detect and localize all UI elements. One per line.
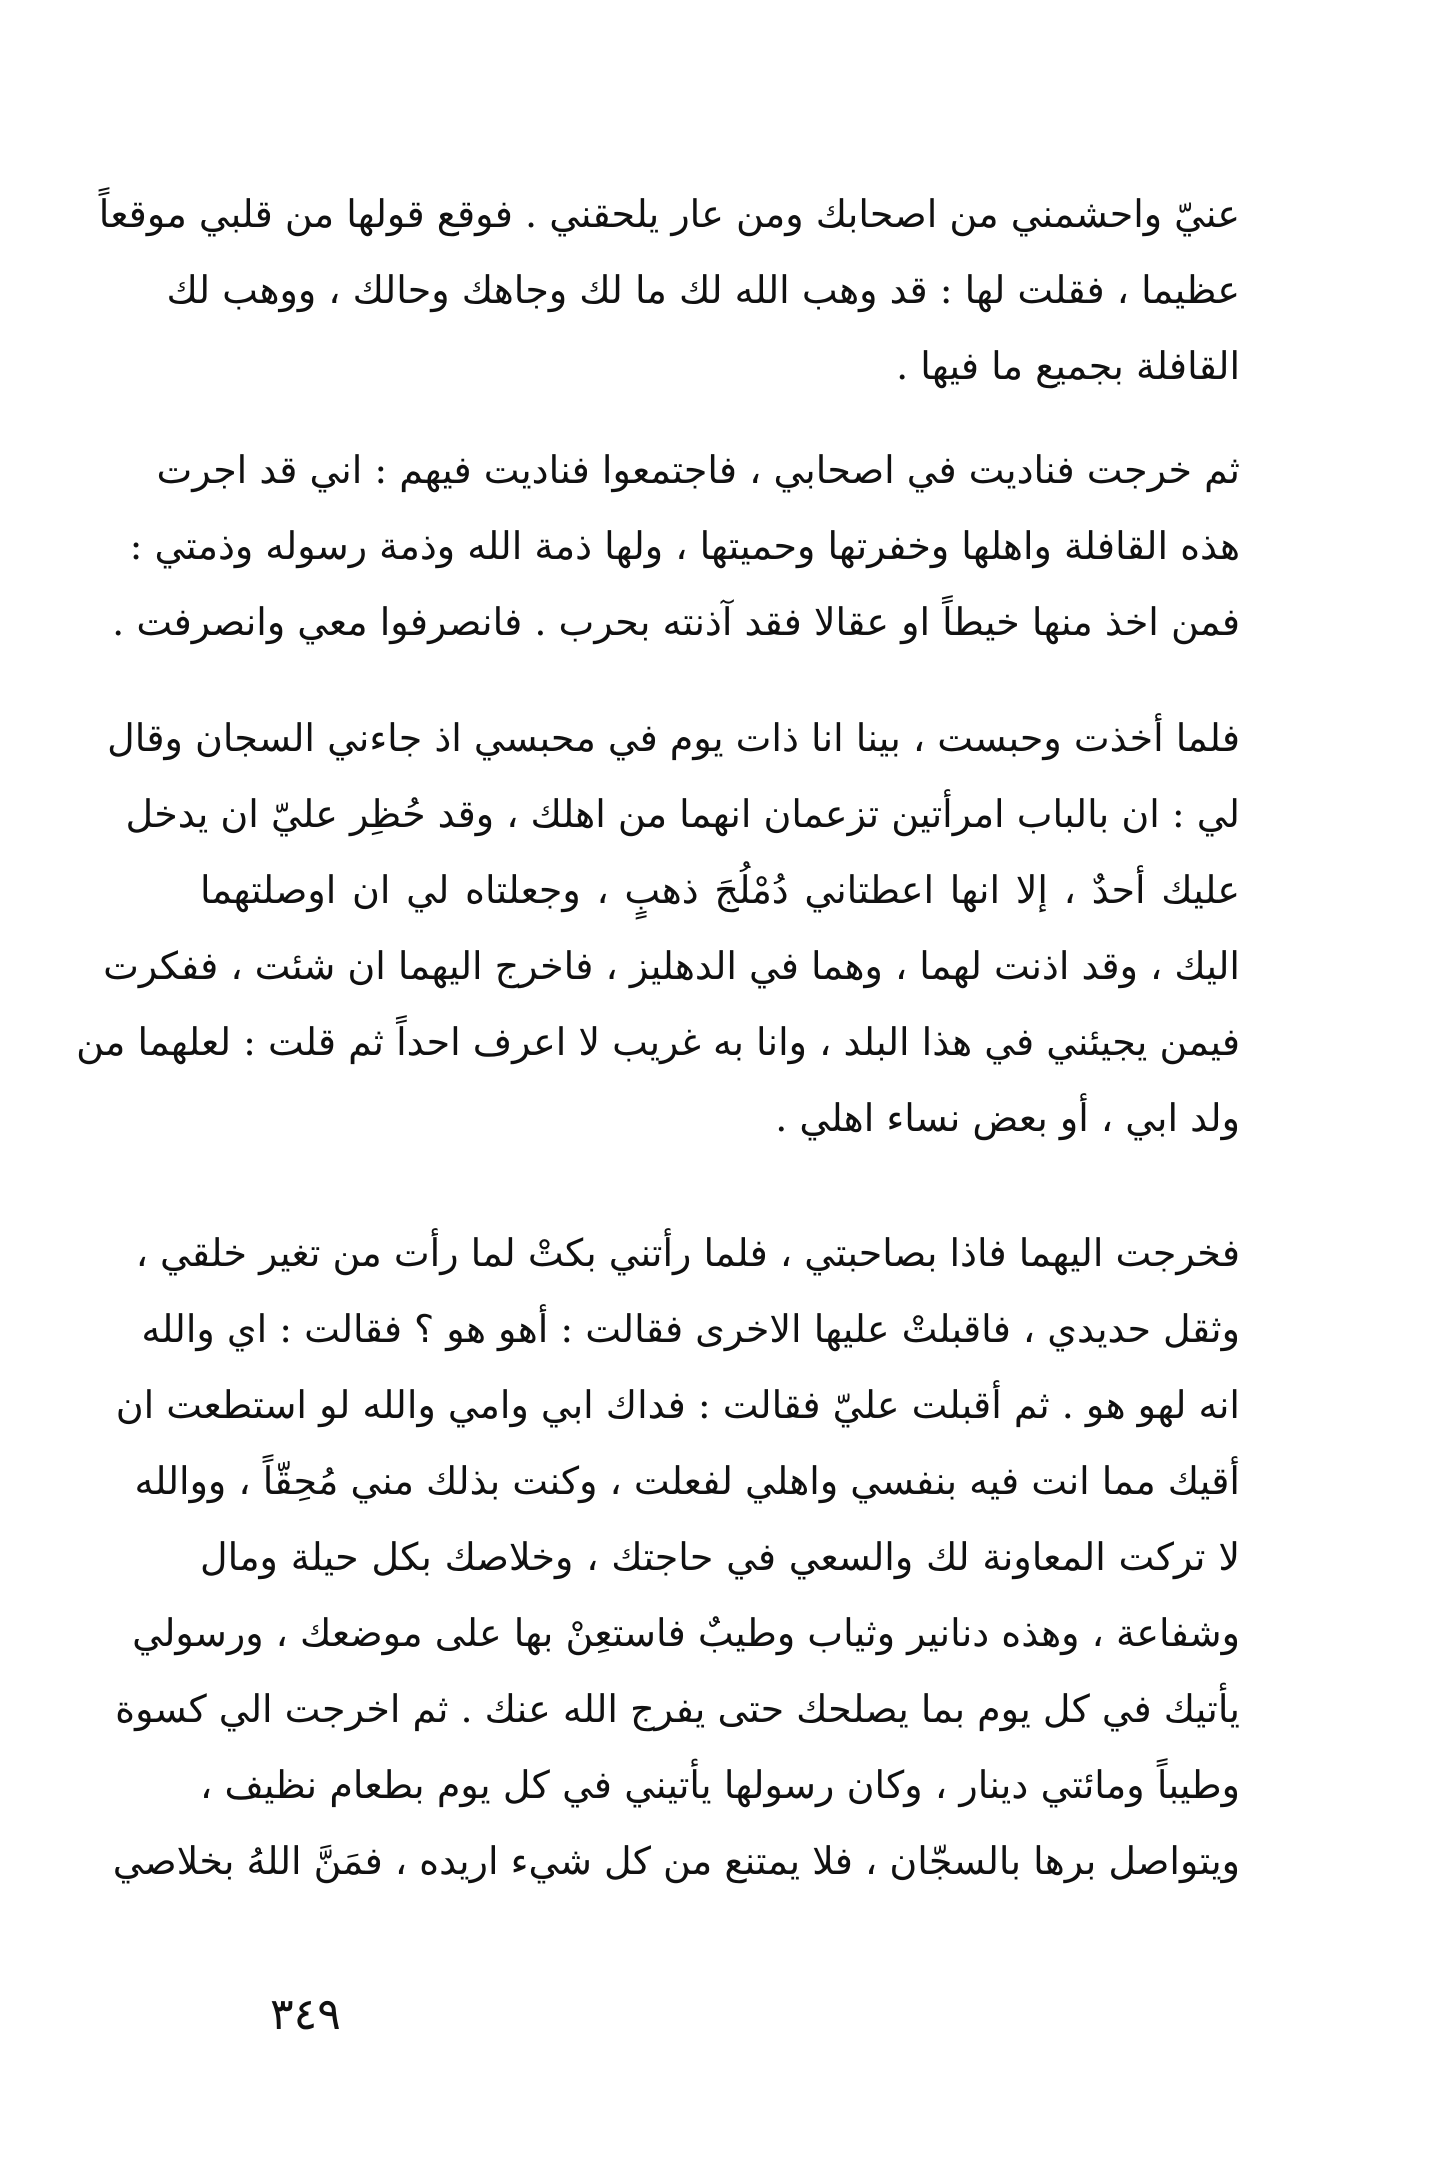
- text-line: يأتيك في كل يوم بما يصلحك حتى يفرج الله عنك . ثم اخرجت الي كسوة: [115, 1687, 1240, 1731]
- paragraph-2: [112, 432, 1240, 660]
- text-line: فخرجت اليهما فاذا بصاحبتي ، فلما رأتني بكتْ لما رأت من تغير خلقي ،: [135, 1231, 1240, 1275]
- text-line: فمن اخذ منها خيطاً او عقالا فقد آذنته بحرب . فانصرفوا معي وانصرفت .: [112, 600, 1240, 644]
- text-line: وثقل حديدي ، فاقبلتْ عليها الاخرى فقالت : أهو هو ؟ فقالت : اي والله: [141, 1307, 1240, 1351]
- text-line: هذه القافلة واهلها وخفرتها وحميتها ، ولها ذمة الله وذمة رسوله وذمتي :: [129, 524, 1240, 568]
- text-line: انه لهو هو . ثم أقبلت عليّ فقالت : فداك ابي وامي والله لو استطعت ان: [115, 1383, 1240, 1427]
- text-line: فلما أخذت وحبست ، بينا انا ذات يوم في محبسي اذ جاءني السجان وقال: [107, 716, 1240, 760]
- text-line: لي : ان بالباب امرأتين تزعمان انهما من اهلك ، وقد حُظِر عليّ ان يدخل: [125, 792, 1240, 836]
- paragraph-1: [98, 176, 1240, 404]
- text-line: ويتواصل برها بالسجّان ، فلا يمتنع من كل شيء اريده ، فمَنَّ اللهُ بخلاصي: [112, 1839, 1240, 1883]
- page-number: ٣٤٩: [270, 1989, 341, 2040]
- text-line: القافلة بجميع ما فيها .: [896, 344, 1240, 388]
- paragraph-4: [112, 1215, 1240, 1899]
- text-line: عنيّ واحشمني من اصحابك ومن عار يلحقني . فوقع قولها من قلبي موقعاً: [98, 192, 1240, 236]
- text-line: ولد ابي ، أو بعض نساء اهلي .: [775, 1096, 1240, 1140]
- paragraph-3: [76, 700, 1240, 1156]
- text-line: وشفاعة ، وهذه دنانير وثياب وطيبٌ فاستعِنْ بها على موضعك ، ورسولي: [132, 1611, 1240, 1655]
- text-line: أقيك مما انت فيه بنفسي واهلي لفعلت ، وكنت بذلك مني مُحِقّاً ، ووالله: [134, 1459, 1240, 1503]
- text-line: اليك ، وقد اذنت لهما ، وهما في الدهليز ، فاخرج اليهما ان شئت ، ففكرت: [103, 944, 1240, 988]
- text-line: وطيباً ومائتي دينار ، وكان رسولها يأتيني في كل يوم بطعام نظيف ،: [200, 1763, 1240, 1807]
- text-line: لا تركت المعاونة لك والسعي في حاجتك ، وخلاصك بكل حيلة ومال: [200, 1535, 1240, 1579]
- text-line: عظيما ، فقلت لها : قد وهب الله لك ما لك وجاهك وحالك ، ووهب لك: [166, 268, 1240, 312]
- text-line: فيمن يجيئني في هذا البلد ، وانا به غريب لا اعرف احداً ثم قلت : لعلهما من: [76, 1020, 1240, 1064]
- text-line: ثم خرجت فناديت في اصحابي ، فاجتمعوا فناديت فيهم : اني قد اجرت: [156, 448, 1240, 492]
- text-line: عليك أحدٌ ، إلا انها اعطتاني دُمْلُجَ ذهبٍ ، وجعلتاه لي ان اوصلتهما: [200, 868, 1240, 912]
